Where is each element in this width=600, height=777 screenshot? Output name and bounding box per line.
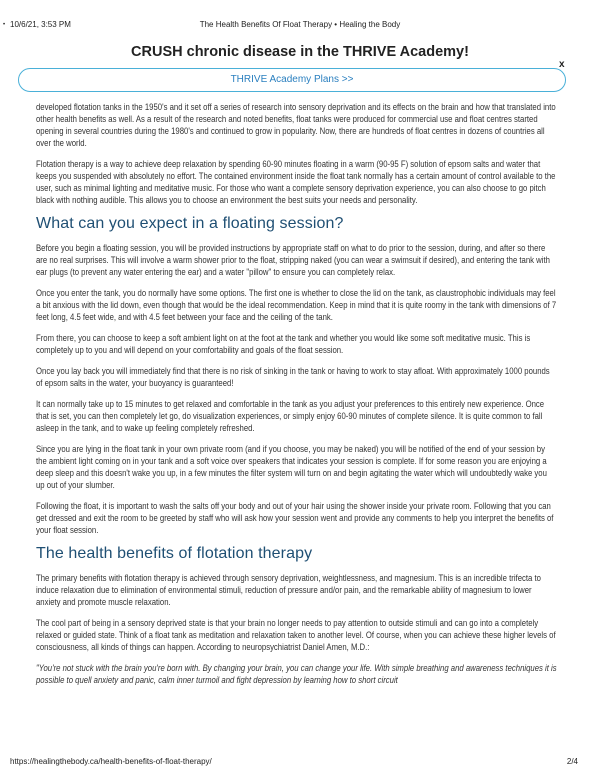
thrive-academy-plans-link[interactable]: THRIVE Academy Plans >> bbox=[230, 74, 354, 85]
article-paragraph: Flotation therapy is a way to achieve deep relaxation by spending 60-90 minutes floating in a warm (90-95 F) solution of epsom salts and water that keeps you suspended with absolutely no effort. The contained environment inside the float tank normally has a certain amount of control available to the user, such as minimal lighting and meditative music. For those who want a complete sensory deprivation experience, you can also choose to go pitch black with nothing audible. This allows you to choose an environment the best suits your needs and personality. bbox=[36, 159, 556, 205]
page-url: https://healingthebody.ca/health-benefits-of-float-therapy/ bbox=[10, 757, 212, 766]
promo-bar[interactable] bbox=[18, 68, 566, 92]
print-footer bbox=[10, 757, 578, 769]
article-paragraph: From there, you can choose to keep a soft ambient light on at the foot at the tank and whether you would like some soft meditative music. This is completely up to you and will depend on your comfortability and goals of the float session. bbox=[36, 333, 531, 355]
article-paragraph: Before you begin a floating session, you will be provided instructions by appropriate staff on what to do prior to the session, during, and after so there are no real surprises. This will involve a warm shower prior to the float, stripping naked (you can wear a swimsuit if desired), and entering the tank with ear plugs (to prevent any water entering the ear) and a water "pillow" to ensure you can completely relax. bbox=[36, 243, 550, 277]
article-paragraph: Once you enter the tank, you do normally have some options. The first one is whether to close the lid on the tank, as claustrophobic individuals may feel a bit anxious with the lid down, even though that would be the ideal recommendation. Keep in mind that it is quite roomy in the tank with dimensions of 7 feet long, 4.5 feet wide, and with 4.5 feet between your face and the ceiling of the tank. bbox=[36, 288, 557, 322]
section-heading-health-benefits: The health benefits of flotation therapy bbox=[36, 545, 313, 562]
close-icon[interactable]: x bbox=[559, 59, 565, 70]
article-paragraph: Following the float, it is important to wash the salts off your body and out of your hair using the shower inside your private room. Following that you can get dressed and exit the room to be greeted by staff who will ask how your session went and provide any comments to help you interpret the benefits of your float session. bbox=[36, 501, 554, 535]
article-paragraph: The primary benefits with flotation therapy is achieved through sensory deprivation, weightlessness, and magnesium. This is an incredible trifecta to induce relaxation due to elimination of environmental stimuli, reduction of pressure and/or pain, and the remarkable ability of magnesium to lower anxiety and promote muscle relaxation. bbox=[36, 573, 541, 607]
margin-mark: • bbox=[3, 22, 6, 28]
print-datetime: 10/6/21, 3:53 PM bbox=[10, 20, 71, 29]
print-doc-title: The Health Benefits Of Float Therapy • Healing the Body bbox=[199, 20, 401, 29]
article-body bbox=[36, 101, 558, 686]
article-quote: "You're not stuck with the brain you're born with. By changing your brain, you can change your life. With simple breathing and awareness techniques it is possible to quell anxiety and panic, calm inner turmoil and fight depression by learning how to short circuit bbox=[36, 663, 557, 685]
page-number: 2/4 bbox=[566, 757, 578, 766]
article-paragraph: It can normally take up to 15 minutes to get relaxed and comfortable in the tank as you adjust your preferences to this entirely new experience. Once that is set, you can then completely let go, do visualization experiences, or simply enjoy 60-90 minutes of complete silence. It is quite common to fall asleep in the tank, and to wake up feeling completely refreshed. bbox=[36, 399, 545, 433]
section-heading-floating-session: What can you expect in a floating session? bbox=[36, 215, 344, 232]
article-paragraph: developed flotation tanks in the 1950's and it set off a series of research into sensory deprivation and its effects on the brain and how that translated into other health benefits as well. As a result of the research and noted benefits, float tanks were produced for commercial use and float centres started opening in several countries during the 1980's and continued to grow in popularity. Now, there are hundreds of float centres in dozens of countries all over the world. bbox=[36, 102, 556, 148]
article-paragraph: Since you are lying in the float tank in your own private room (and if you choose, you may be naked) you will be notified of the end of your session by the ambient light coming on in your tank and a soft voice over speakers that indicates your session is complete. If for some reason you are enjoying a deep sleep and this doesn't wake you up, in a few minutes the filter system will turn on and begin agitating the water which will undoubtedly wake you up out of your slumber. bbox=[36, 444, 547, 490]
print-header bbox=[10, 20, 590, 32]
article-paragraph: The cool part of being in a sensory deprived state is that your brain no longer needs to pay attention to outside stimuli and can go into a completely relaxed or guided state. Think of a float tank as meditation and relaxation taken to another level. Of course, when you can achieve these higher levels of consciousness, all kinds of things can happen. According to neuropsychiatrist Daniel Amen, M.D.: bbox=[36, 618, 556, 652]
promo-title: CRUSH chronic disease in the THRIVE Academy! bbox=[131, 44, 469, 60]
article-paragraph: Once you lay back you will immediately find that there is no risk of sinking in the tank or having to work to stay afloat. With approximately 1000 pounds of epsom salts in the water, your buoyancy is guaranteed! bbox=[36, 366, 550, 388]
